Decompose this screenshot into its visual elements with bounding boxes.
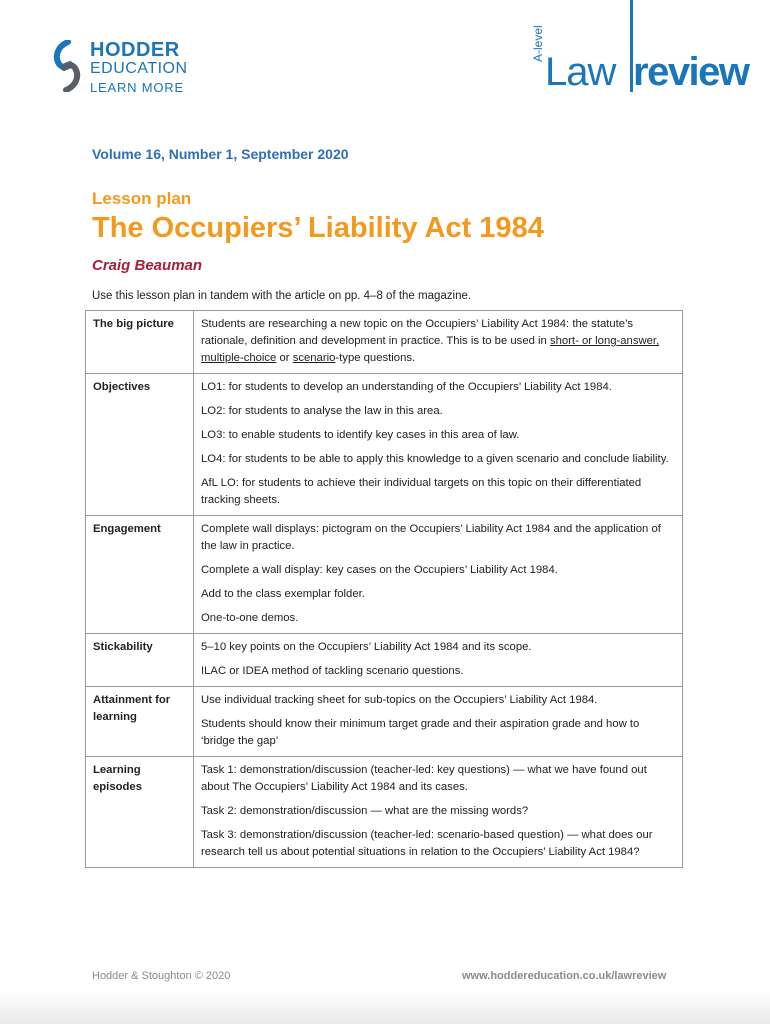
author-name: Craig Beauman xyxy=(92,257,203,274)
footer-copyright: Hodder & Stoughton © 2020 xyxy=(92,970,231,982)
content-paragraph: One-to-one demos. xyxy=(201,612,299,624)
kicker-label: Lesson plan xyxy=(92,189,192,208)
content-paragraph: Complete wall displays: pictogram on the Occupiers’ Liability Act 1984 and the application of the law in practice. xyxy=(201,523,661,552)
content-paragraph: LO1: for students to develop an understanding of the Occupiers’ Liability Act 1984. xyxy=(201,381,612,393)
row-label-attainment: Attainment for learning xyxy=(86,687,194,757)
content-paragraph: LO3: to enable students to identify key cases in this area of law. xyxy=(201,429,520,441)
intro-text: Use this lesson plan in tandem with the article on pp. 4–8 of the magazine. xyxy=(92,290,472,302)
row-content-attainment xyxy=(194,687,683,757)
content-paragraph: Add to the class exemplar folder. xyxy=(201,588,365,600)
content-paragraph xyxy=(201,316,675,367)
table-row xyxy=(86,757,683,868)
hodder-wordmark xyxy=(90,40,188,95)
text-run: -type questions. xyxy=(335,352,416,364)
content-paragraph: ILAC or IDEA method of tackling scenario questions. xyxy=(201,665,464,677)
law-review-logo[interactable] xyxy=(525,0,755,96)
underlined-term: multiple-choice xyxy=(201,352,277,364)
hodder-line-2: EDUCATION xyxy=(90,60,188,77)
row-content-stickability xyxy=(194,634,683,687)
lesson-plan-table xyxy=(85,310,683,868)
content-paragraph: 5–10 key points on the Occupiers’ Liability Act 1984 and its scope. xyxy=(201,641,532,653)
row-content-objectives xyxy=(194,374,683,516)
table-row xyxy=(86,516,683,634)
row-content-big-picture xyxy=(194,311,683,374)
page-title: The Occupiers’ Liability Act 1984 xyxy=(92,212,544,244)
content-paragraph: Task 2: demonstration/discussion — what are the missing words? xyxy=(201,805,529,817)
row-content-learning-episodes xyxy=(194,757,683,868)
row-label-objectives: Objectives xyxy=(86,374,194,516)
content-paragraph: LO2: for students to analyse the law in this area. xyxy=(201,405,443,417)
table-row xyxy=(86,634,683,687)
volume-info: Volume 16, Number 1, September 2020 xyxy=(92,146,349,162)
hodder-line-1: HODDER xyxy=(90,39,180,61)
content-paragraph: Task 3: demonstration/discussion (teacher-led: scenario-based question) — what does our research tell us about potential situations in relation to the Occupiers’ Liability Act 1984? xyxy=(201,829,653,858)
content-paragraph: LO4: for students to be able to apply this knowledge to a given scenario and conclude liability. xyxy=(201,453,669,465)
page-bottom-shadow xyxy=(0,990,770,1024)
law-word: Law xyxy=(545,50,616,94)
hodder-line-3: LEARN MORE xyxy=(90,80,184,95)
content-paragraph: AfL LO: for students to achieve their individual targets on this topic on their differentiated tracking sheets. xyxy=(201,477,642,506)
row-label-learning-episodes: Learning episodes xyxy=(86,757,194,868)
table-row xyxy=(86,687,683,757)
row-content-engagement xyxy=(194,516,683,634)
hodder-education-logo[interactable] xyxy=(50,40,200,96)
content-paragraph: Complete a wall display: key cases on the Occupiers’ Liability Act 1984. xyxy=(201,564,558,576)
footer-website-link[interactable]: www.hoddereducation.co.uk/lawreview xyxy=(462,970,667,982)
hodder-swirl-icon xyxy=(50,40,84,92)
row-label-stickability: Stickability xyxy=(86,634,194,687)
underlined-term: short- or long-answer, xyxy=(549,335,660,347)
text-run: Students are researching a new topic on the Occupiers’ Liability Act 1984: the statute’s rationale, definition and development in practice. This is to be used in xyxy=(201,318,634,347)
row-label-big-picture: The big picture xyxy=(86,311,194,374)
content-paragraph: Task 1: demonstration/discussion (teacher-led: key questions) — what we have found out about The Occupiers’ Liability Act 1984 and its cases. xyxy=(201,764,647,793)
alevel-label: A-level xyxy=(531,25,545,62)
text-run: or xyxy=(276,352,293,364)
review-word: review xyxy=(633,50,749,94)
table-row xyxy=(86,311,683,374)
table-row xyxy=(86,374,683,516)
row-label-engagement: Engagement xyxy=(86,516,194,634)
content-paragraph: Use individual tracking sheet for sub-topics on the Occupiers’ Liability Act 1984. xyxy=(201,694,598,706)
underlined-term: scenario xyxy=(292,352,336,364)
content-paragraph: Students should know their minimum target grade and their aspiration grade and how to ‘bridge the gap’ xyxy=(201,718,640,747)
